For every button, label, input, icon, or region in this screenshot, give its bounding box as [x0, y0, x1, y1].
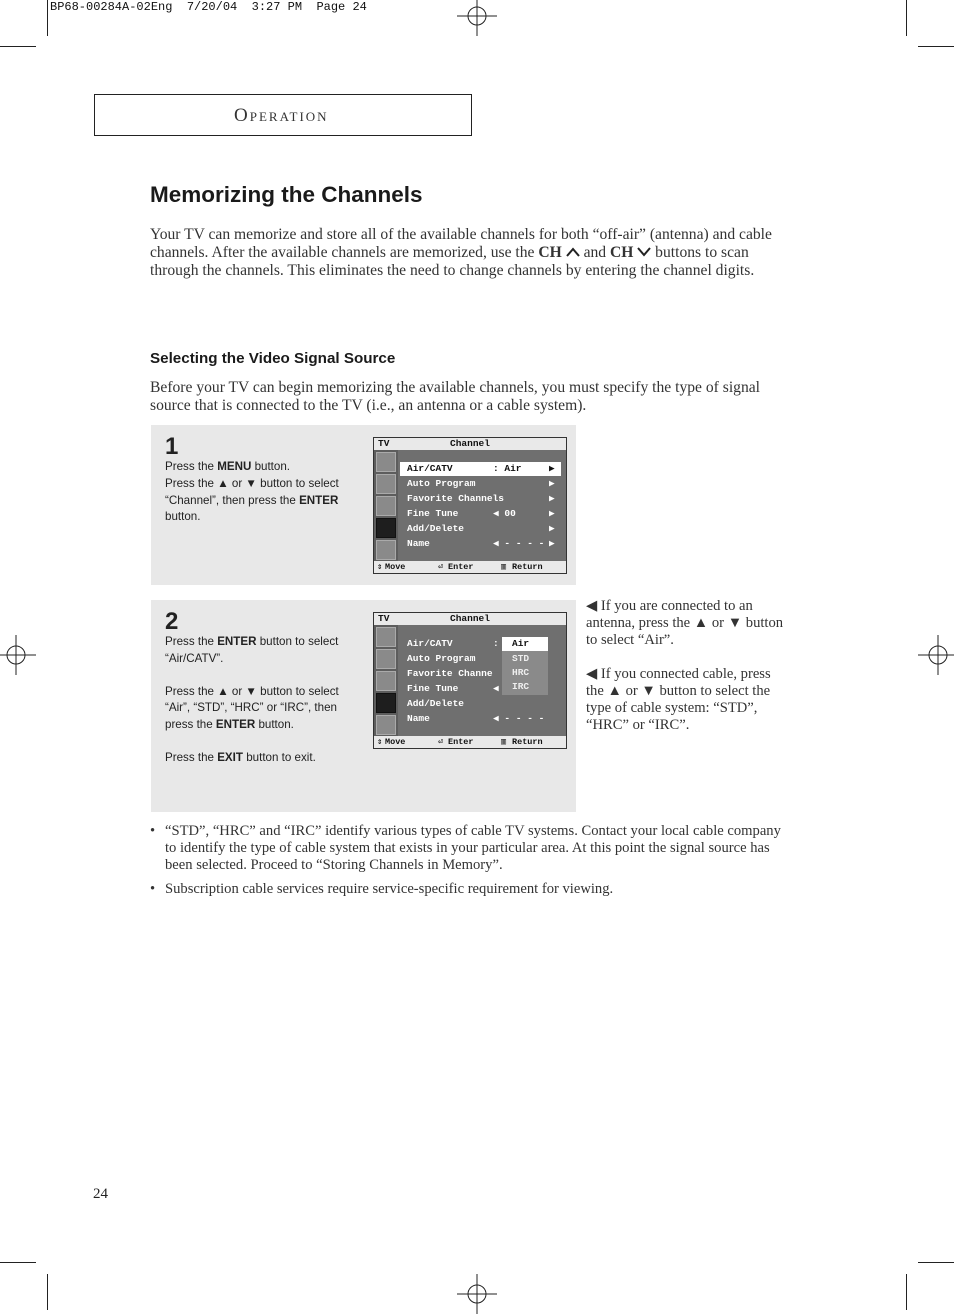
- osd-help-bar: ⇕ Move ⏎ Enter ▥ Return: [374, 561, 566, 573]
- step-2-panel: [151, 600, 576, 812]
- osd-channel-menu-dropdown: [373, 612, 567, 749]
- registration-mark-icon: [457, 0, 497, 36]
- chevron-down-icon: [637, 247, 651, 257]
- picture-icon: [376, 627, 396, 647]
- crop-mark: [906, 1274, 907, 1310]
- dropdown-option-std[interactable]: STD: [512, 653, 530, 664]
- chevron-up-icon: [566, 247, 580, 257]
- dropdown-option-irc[interactable]: IRC: [512, 681, 530, 692]
- move-icon: ⇕: [377, 562, 383, 572]
- step-number: 2: [165, 608, 179, 635]
- page-number: 24: [93, 1186, 108, 1202]
- step-number: 1: [165, 433, 179, 460]
- osd-row-auto-program[interactable]: Auto Program ▶: [407, 478, 555, 489]
- enter-icon: ⏎: [438, 562, 444, 572]
- crop-mark: [47, 0, 48, 36]
- dropdown-option-hrc[interactable]: HRC: [512, 667, 530, 678]
- osd-row-favorite-channels[interactable]: Favorite Channels ▶: [407, 493, 555, 504]
- speaker-icon: [376, 671, 396, 691]
- menu-icon: ▥: [501, 737, 507, 747]
- osd-row-auto-program[interactable]: Auto Program: [407, 653, 476, 664]
- osd-row-fine-tune[interactable]: Fine Tune ◀: [407, 683, 499, 694]
- osd-title-bar: TV Channel: [374, 613, 566, 625]
- registration-mark-icon: [918, 635, 954, 675]
- picture-icon: [376, 452, 396, 472]
- print-slug: BP68-00284A-02Eng 7/20/04 3:27 PM Page 24: [50, 0, 367, 14]
- crop-mark: [906, 0, 907, 36]
- osd-row-name[interactable]: Name ◀ - - - - ▶: [407, 538, 555, 549]
- osd-row-air-catv[interactable]: Air/CATV : Air ▶: [400, 462, 561, 476]
- crop-mark: [0, 1262, 36, 1263]
- crop-mark: [918, 46, 954, 47]
- osd-row-add-delete[interactable]: Add/Delete ▶: [407, 523, 555, 534]
- antenna-icon: [376, 518, 396, 538]
- subheading: Selecting the Video Signal Source: [150, 350, 396, 367]
- crop-mark: [47, 1274, 48, 1310]
- osd-row-favorite-channels[interactable]: Favorite Channe: [407, 668, 493, 679]
- step-1-panel: [151, 425, 576, 585]
- step-1-instructions: Press the MENU button. Press the ▲ or ▼ button to select “Channel”, then press the ENTER button.: [165, 460, 339, 524]
- page-title: Memorizing the Channels: [150, 182, 423, 207]
- crop-mark: [0, 46, 36, 47]
- dropdown-option-air[interactable]: Air: [512, 638, 530, 649]
- osd-help-bar: ⇕ Move ⏎ Enter ▥ Return: [374, 736, 566, 748]
- sound-icon: [376, 649, 396, 669]
- osd-row-air-catv[interactable]: Air/CATV :: [407, 638, 499, 649]
- speaker-icon: [376, 496, 396, 516]
- setup-icon: [376, 715, 396, 735]
- enter-icon: ⏎: [438, 737, 444, 747]
- step-2-instructions: Press the ENTER button to select “Air/CATV”. Press the ▲ or ▼ button to select “Air”, “STD”, “HRC” or “IRC”, then press the ENTER button. Press the EXIT button to exit.: [165, 635, 339, 764]
- sound-icon: [376, 474, 396, 494]
- registration-mark-icon: [457, 1274, 497, 1314]
- menu-icon: ▥: [501, 562, 507, 572]
- antenna-icon: [376, 693, 396, 713]
- subheading-paragraph: Before your TV can begin memorizing the available channels, you must specify the type of signal source that is connected to the TV (i.e., an antenna or a cable system).: [150, 379, 761, 415]
- list-item: • “STD”, “HRC” and “IRC” identify various types of cable TV systems. Contact your local cable company to identify the type of cable system that exists in your particular area. At this point the signal source has been selected. Proceed to “Storing Channels in Memory”.: [150, 823, 781, 873]
- side-note-cable: ◀ If you connected cable, press the ▲ or ▼ button to select the type of cable system: “STD”, “HRC” or “IRC”.: [586, 666, 771, 733]
- osd-icon-column: [374, 625, 398, 736]
- osd-row-add-delete[interactable]: Add/Delete: [407, 698, 465, 709]
- osd-channel-menu: [373, 437, 567, 574]
- registration-mark-icon: [0, 635, 36, 675]
- osd-icon-column: [374, 450, 398, 561]
- side-note-antenna: ◀ If you are connected to an antenna, press the ▲ or ▼ button to select “Air”.: [586, 598, 784, 648]
- setup-icon: [376, 540, 396, 560]
- osd-row-fine-tune[interactable]: Fine Tune ◀ 00 ▶: [407, 508, 555, 519]
- list-item: • Subscription cable services require service-specific requirement for viewing.: [150, 881, 614, 898]
- move-icon: ⇕: [377, 737, 383, 747]
- osd-title-bar: TV Channel: [374, 438, 566, 450]
- signal-source-dropdown[interactable]: [502, 637, 548, 695]
- crop-mark: [918, 1262, 954, 1263]
- intro-paragraph: Your TV can memorize and store all of the available channels for both “off-air” (antenna) and cable channels. After the available channels are memorized, use the CH and CH buttons to scan through the channels. This eliminates the need to change channels by entering the channel digits.: [150, 226, 772, 280]
- bullet-list: [150, 823, 785, 906]
- osd-row-name[interactable]: Name ◀ - - - -: [407, 713, 545, 724]
- section-label: OPERATION: [234, 105, 329, 126]
